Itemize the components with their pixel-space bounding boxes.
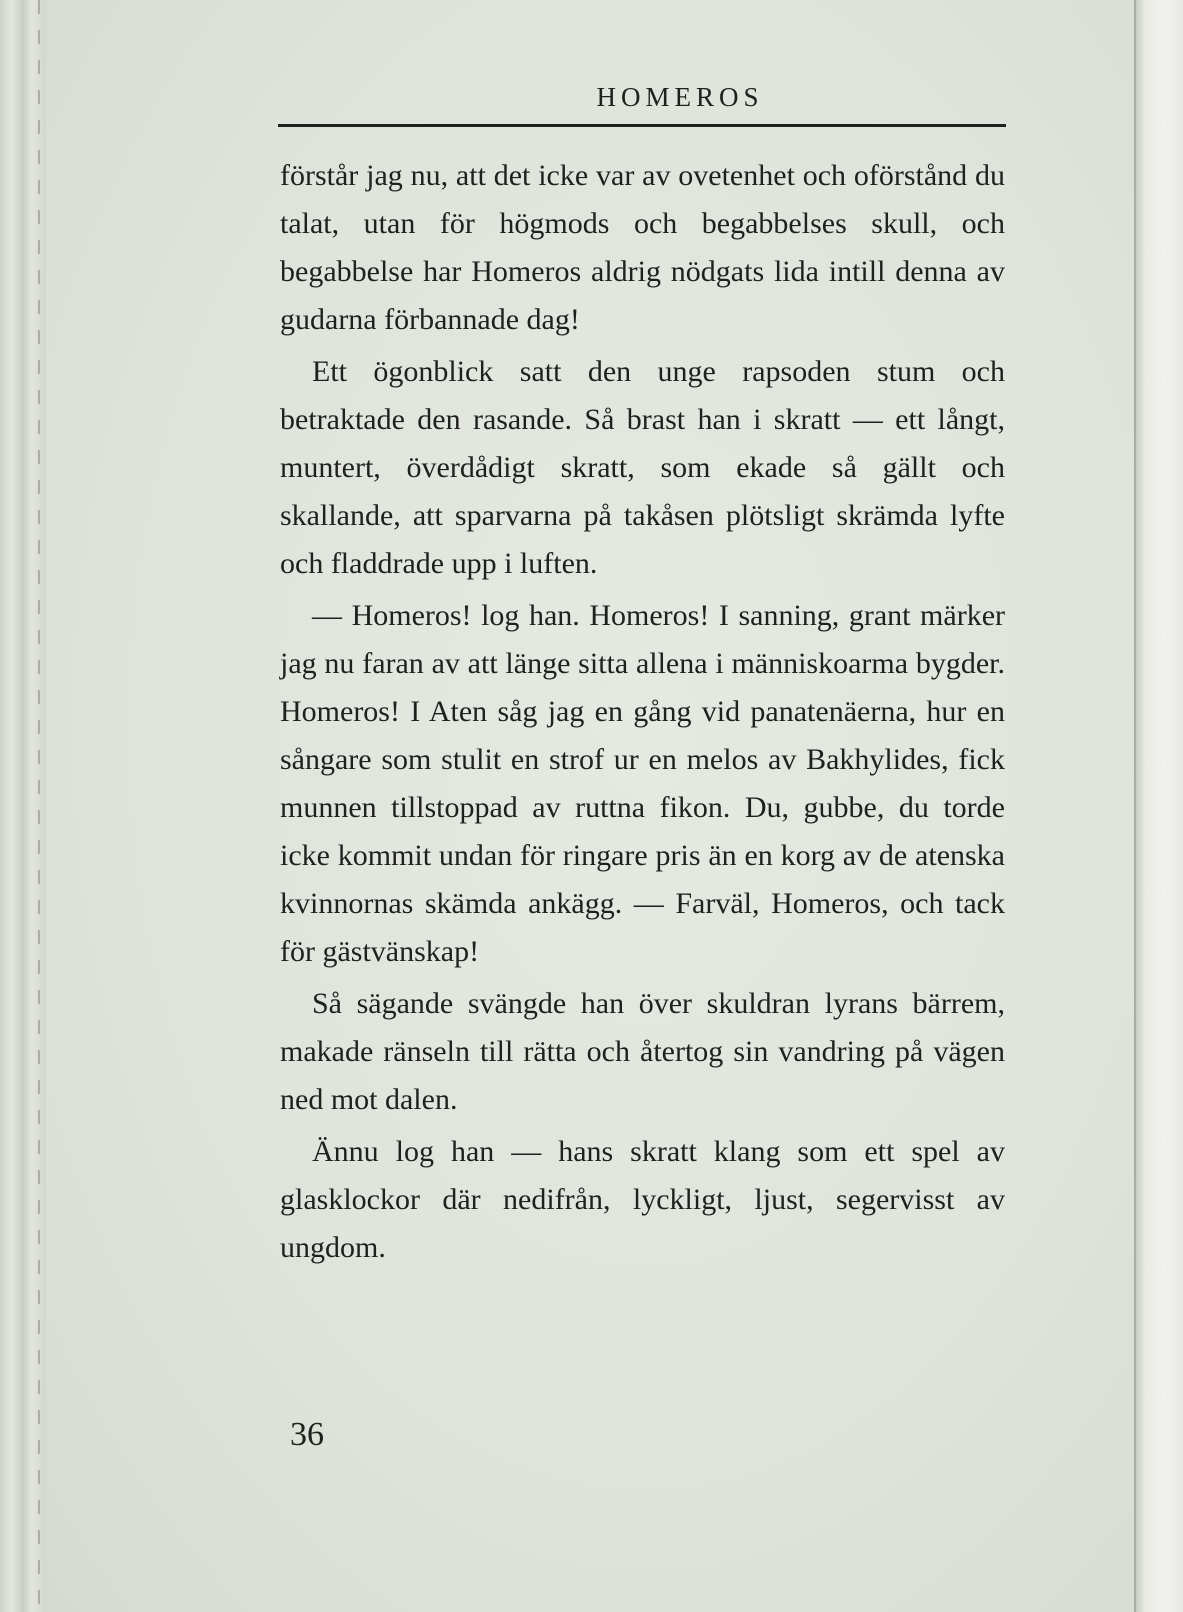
- paragraph-2: Ett ögonblick satt den unge rapsoden stum och betraktade den rasande. Så brast han i skratt — ett långt, muntert, överdådigt skratt, som ekade så gällt och skallande, att sparvarna på takåsen plötsligt skrämda lyfte och fladdrade upp i luften.: [280, 355, 1005, 580]
- body-text: [280, 152, 1005, 1276]
- paragraph-1: förstår jag nu, att det icke var av ovetenhet och oförstånd du talat, utan för högmods och begabbelses skull, och begabbelse har Homeros aldrig nödgats lida intill denna av gudarna förbannade dag!: [280, 159, 1005, 336]
- paragraph-5: Ännu log han — hans skratt klang som ett spel av glasklockor där nedifrån, lyckligt, ljust, segervisst av ungdom.: [280, 1135, 1005, 1264]
- paragraph-4: Så sägande svängde han över skuldran lyrans bärrem, makade ränseln till rätta och återtog sin vandring på vägen ned mot dalen.: [280, 987, 1005, 1116]
- book-edge-left: [0, 0, 46, 1612]
- header-rule: [278, 124, 1006, 127]
- paragraph-3: — Homeros! log han. Homeros! I sanning, grant märker jag nu faran av att länge sitta allena i människoarma bygder. Homeros! I Aten såg jag en gång vid panatenäerna, hur en sångare som stulit en strof ur en melos av Bakhylides, fick munnen tillstoppad av ruttna fikon. Du, gubbe, du torde icke kommit undan för ringare pris än en korg av de atenska kvinnornas skämda ankägg. — Farväl, Homeros, och tack för gästvänskap!: [280, 599, 1005, 968]
- running-head: HOMEROS: [596, 82, 764, 112]
- book-edge-right: [1134, 0, 1183, 1612]
- page-number: 36: [290, 1416, 324, 1453]
